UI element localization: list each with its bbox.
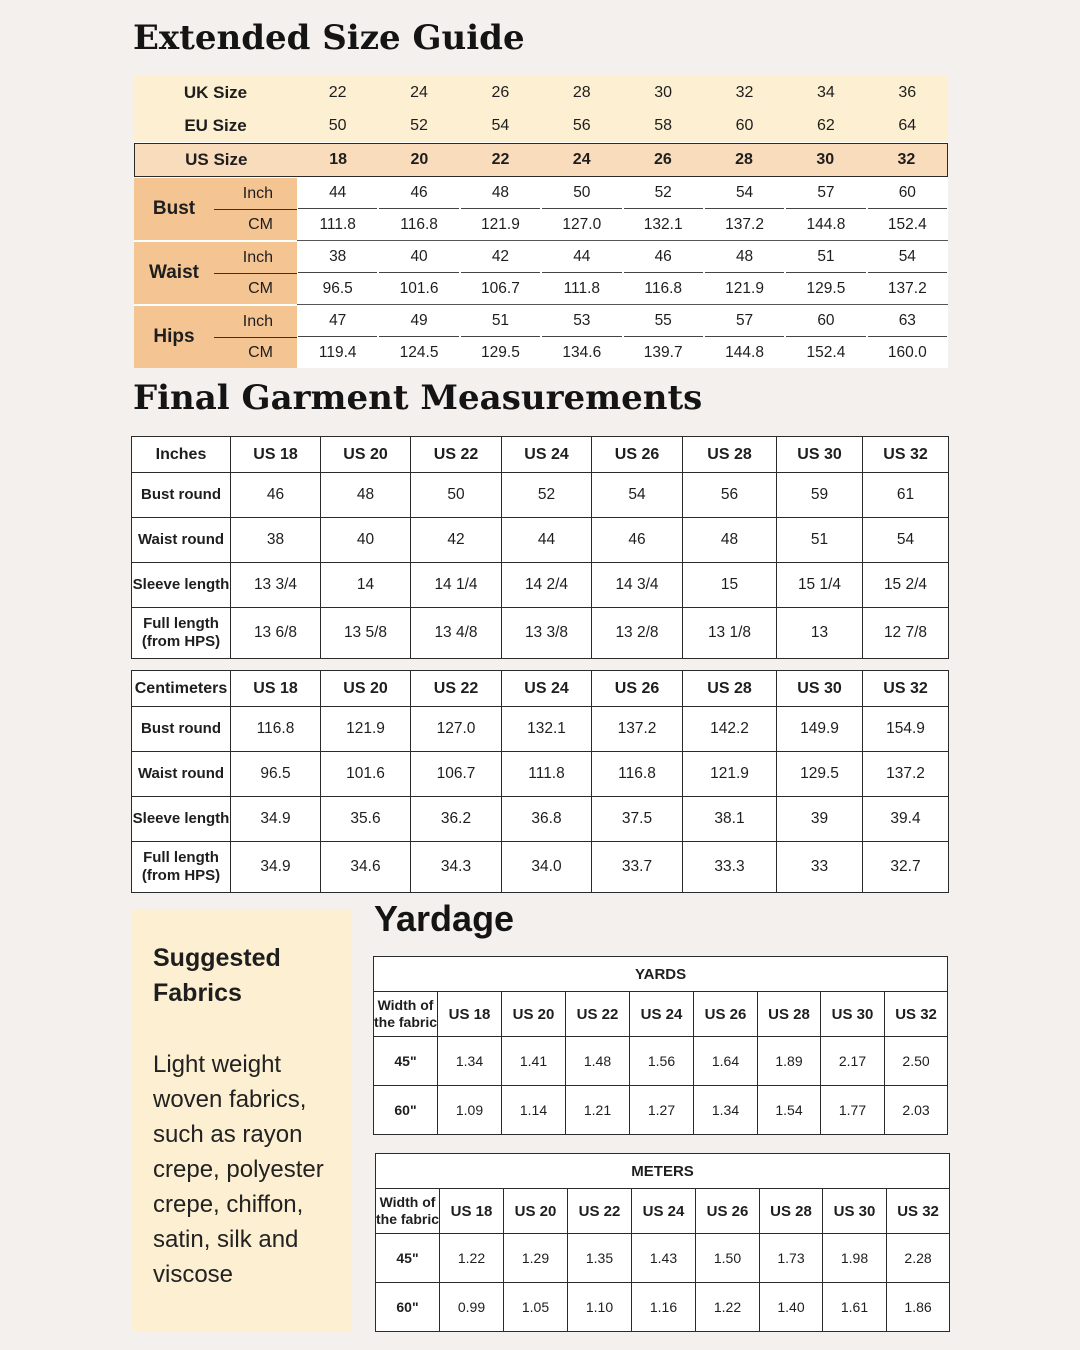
column-header: US 24 [630, 992, 694, 1037]
us-size-values [298, 151, 947, 169]
waist-inch-cell: 46 [624, 242, 703, 273]
row-label: Sleeve length [132, 797, 231, 842]
row-label-line: Full length [143, 615, 219, 632]
bust-cm-cell: 132.1 [643, 215, 683, 233]
block-separator [297, 240, 948, 241]
table-cell: 1.29 [504, 1234, 568, 1283]
garment-inches-table [131, 436, 949, 659]
garment-title: Final Garment Measurements [133, 378, 703, 418]
table-cell: 1.21 [566, 1086, 630, 1135]
table-cell: 1.73 [760, 1234, 823, 1283]
table-cell: 33 [777, 842, 863, 893]
column-header: US 20 [502, 992, 566, 1037]
table-cell: 1.10 [568, 1283, 632, 1332]
table-row [374, 1086, 948, 1135]
table-cell: 137.2 [863, 752, 949, 797]
row-label: Sleeve length [132, 563, 231, 608]
table-cell: 1.22 [440, 1234, 504, 1283]
table-cell: 13 [777, 608, 863, 659]
table-cell: 121.9 [683, 752, 777, 797]
column-header: US 26 [592, 437, 683, 473]
meters-caption: METERS [376, 1154, 950, 1189]
waist-cm-cell: 129.5 [806, 279, 846, 297]
bust-label: Bust [134, 178, 214, 240]
column-header: US 18 [231, 437, 321, 473]
uk-size-row [134, 76, 948, 109]
column-header: US 26 [694, 992, 758, 1037]
table-cell: 13 5/8 [321, 608, 411, 659]
corner-label: Centimeters [132, 671, 231, 707]
waist-cm-cell: 106.7 [481, 279, 520, 297]
table-row [376, 1283, 950, 1332]
row-label: 60" [376, 1283, 440, 1332]
table-cell: 142.2 [683, 707, 777, 752]
table-cell: 46 [231, 473, 321, 518]
table-cell: 1.43 [632, 1234, 696, 1283]
table-row [132, 518, 949, 563]
hips-cm-cell: 124.5 [399, 343, 439, 361]
column-header: US 18 [231, 671, 321, 707]
table-cell: 1.50 [696, 1234, 760, 1283]
hips-inch-cell: 49 [379, 306, 458, 337]
table-cell: 116.8 [592, 752, 683, 797]
column-header: US 18 [438, 992, 502, 1037]
hips-cm-cell: 119.4 [318, 343, 357, 361]
size-guide-title: Extended Size Guide [133, 18, 525, 58]
table-cell: 96.5 [231, 752, 321, 797]
row-label: 45" [374, 1037, 438, 1086]
table-cell: 33.7 [592, 842, 683, 893]
bust-inch-cell: 57 [786, 178, 865, 209]
table-cell: 34.9 [231, 797, 321, 842]
row-label [132, 608, 231, 659]
waist-cm-cell: 96.5 [322, 279, 353, 297]
column-header: US 30 [777, 437, 863, 473]
bust-units [214, 178, 297, 240]
inch-unit-label: Inch [242, 184, 273, 202]
table-cell: 116.8 [231, 707, 321, 752]
row-label [132, 842, 231, 893]
table-cell: 13 6/8 [231, 608, 321, 659]
eu-size-cell: 64 [898, 116, 917, 134]
column-header: US 24 [502, 671, 592, 707]
table-cell: 101.6 [321, 752, 411, 797]
table-cell: 1.98 [823, 1234, 887, 1283]
table-cell: 15 1/4 [777, 563, 863, 608]
table-row [376, 1234, 950, 1283]
table-cell: 50 [411, 473, 502, 518]
table-cell: 34.3 [411, 842, 502, 893]
waist-inch-cell: 40 [379, 242, 458, 273]
inch-unit-label: Inch [242, 312, 273, 330]
uk-size-cell: 24 [410, 83, 428, 101]
waist-inch-cell: 51 [786, 242, 865, 273]
eu-size-cell: 56 [572, 116, 591, 134]
table-row [132, 473, 949, 518]
bust-cm-cell: 127.0 [562, 215, 602, 233]
us-size-cell: 18 [329, 151, 348, 168]
extended-size-guide-table [134, 76, 948, 368]
hips-inch-cell: 47 [298, 306, 377, 337]
uk-size-cell: 34 [817, 83, 835, 101]
column-header: US 18 [440, 1189, 504, 1234]
us-size-cell: 30 [816, 151, 835, 168]
yards-table [373, 956, 948, 1135]
table-cell: 46 [592, 518, 683, 563]
uk-size-cell: 26 [491, 83, 510, 101]
table-cell: 13 3/4 [231, 563, 321, 608]
fabrics-title: Suggested Fabrics [153, 944, 281, 1007]
table-cell: 1.16 [632, 1283, 696, 1332]
table-cell: 34.0 [502, 842, 592, 893]
hips-cm-cell: 129.5 [481, 343, 520, 361]
row-label: Waist round [132, 518, 231, 563]
table-cell: 12 7/8 [863, 608, 949, 659]
eu-size-label: EU Size [184, 115, 247, 135]
eu-size-cell: 54 [491, 116, 510, 134]
eu-size-values [297, 117, 948, 135]
bust-inch-cell: 48 [461, 178, 540, 209]
table-cell: 1.77 [821, 1086, 885, 1135]
bust-cm-cell: 121.9 [481, 215, 520, 233]
uk-size-cell: 28 [572, 83, 591, 101]
table-cell: 2.03 [885, 1086, 948, 1135]
column-header: US 20 [504, 1189, 568, 1234]
eu-size-cell: 52 [410, 116, 428, 134]
bust-inch-values [297, 178, 948, 209]
corner-label: Inches [132, 437, 231, 473]
bust-inch-cell: 50 [542, 178, 621, 209]
us-size-label: US Size [185, 150, 248, 169]
hips-cm-cell: 160.0 [887, 343, 927, 361]
table-row [132, 842, 949, 893]
suggested-fabrics-panel [131, 909, 352, 1331]
bust-cm-cell: 111.8 [319, 215, 356, 233]
table-cell: 40 [321, 518, 411, 563]
us-size-cell: 26 [653, 151, 672, 168]
table-cell: 1.54 [758, 1086, 821, 1135]
column-header: US 28 [683, 671, 777, 707]
bust-inch-cell: 52 [624, 178, 703, 209]
column-header: US 32 [863, 437, 949, 473]
table-cell: 13 2/8 [592, 608, 683, 659]
row-label-line: (from HPS) [141, 633, 221, 650]
corner-label: Width of the fabric [376, 1189, 440, 1234]
yards-caption: YARDS [374, 957, 948, 992]
row-label-line: (from HPS) [141, 867, 221, 884]
table-row [132, 563, 949, 608]
bust-inch-cell: 60 [868, 178, 947, 209]
table-cell: 48 [683, 518, 777, 563]
table-cell: 52 [502, 473, 592, 518]
table-cell: 61 [863, 473, 949, 518]
table-header-row [132, 671, 949, 707]
us-size-cell: 24 [572, 151, 591, 168]
bust-inch-cell: 54 [705, 178, 784, 209]
bust-inch-cell: 46 [379, 178, 458, 209]
table-cell: 14 2/4 [502, 563, 592, 608]
hips-cm-cell: 134.6 [562, 343, 602, 361]
corner-label: Width of the fabric [374, 992, 438, 1037]
table-cell: 1.34 [438, 1037, 502, 1086]
table-cell: 1.27 [630, 1086, 694, 1135]
table-cell: 127.0 [411, 707, 502, 752]
column-header: US 22 [566, 992, 630, 1037]
eu-size-cell: 50 [328, 116, 347, 134]
table-cell: 48 [321, 473, 411, 518]
table-cell: 51 [777, 518, 863, 563]
hips-inch-cell: 55 [624, 306, 703, 337]
table-cell: 54 [863, 518, 949, 563]
table-cell: 1.41 [502, 1037, 566, 1086]
waist-cm-values [297, 273, 948, 304]
hips-cm-values [297, 337, 948, 368]
bust-inch-cell: 44 [298, 178, 377, 209]
eu-size-cell: 58 [654, 116, 673, 134]
table-cell: 1.09 [438, 1086, 502, 1135]
table-cell: 1.89 [758, 1037, 821, 1086]
us-size-cell: 28 [735, 151, 753, 168]
hips-inch-values [297, 306, 948, 337]
row-label: Waist round [132, 752, 231, 797]
waist-inch-cell: 44 [542, 242, 621, 273]
table-cell: 2.28 [887, 1234, 950, 1283]
table-cell: 34.9 [231, 842, 321, 893]
table-cell: 39 [777, 797, 863, 842]
table-cell: 32.7 [863, 842, 949, 893]
table-cell: 1.35 [568, 1234, 632, 1283]
table-cell: 34.6 [321, 842, 411, 893]
waist-cm-cell: 137.2 [887, 279, 927, 297]
hips-inch-cell: 57 [705, 306, 784, 337]
yardage-title: Yardage [374, 898, 515, 939]
table-cell: 111.8 [502, 752, 592, 797]
table-cell: 121.9 [321, 707, 411, 752]
cm-unit-label: CM [248, 215, 273, 233]
table-cell: 14 [321, 563, 411, 608]
table-cell: 13 3/8 [502, 608, 592, 659]
row-label: Bust round [132, 473, 231, 518]
waist-inch-cell: 42 [461, 242, 540, 273]
us-size-row [134, 143, 948, 177]
column-header: US 24 [502, 437, 592, 473]
table-caption-row [376, 1154, 950, 1189]
table-cell: 132.1 [502, 707, 592, 752]
cm-unit-label: CM [248, 279, 273, 297]
hips-inch-cell: 60 [786, 306, 865, 337]
waist-cm-cell: 111.8 [563, 279, 601, 297]
table-row [374, 1037, 948, 1086]
column-header: US 26 [696, 1189, 760, 1234]
uk-size-cell: 36 [898, 83, 917, 101]
table-cell: 154.9 [863, 707, 949, 752]
table-cell: 1.05 [504, 1283, 568, 1332]
hips-units [214, 306, 297, 368]
bust-cm-cell: 152.4 [887, 215, 927, 233]
table-cell: 2.50 [885, 1037, 948, 1086]
table-cell: 35.6 [321, 797, 411, 842]
column-header: US 30 [777, 671, 863, 707]
table-cell: 1.40 [760, 1283, 823, 1332]
table-cell: 37.5 [592, 797, 683, 842]
column-header: US 22 [568, 1189, 632, 1234]
cm-unit-label: CM [248, 343, 273, 361]
table-cell: 38 [231, 518, 321, 563]
table-cell: 54 [592, 473, 683, 518]
table-cell: 1.56 [630, 1037, 694, 1086]
hips-cm-cell: 152.4 [806, 343, 846, 361]
inch-unit-label: Inch [242, 248, 273, 266]
hips-inch-cell: 53 [542, 306, 621, 337]
table-cell: 2.17 [821, 1037, 885, 1086]
waist-cm-cell: 101.6 [399, 279, 439, 297]
uk-size-label: UK Size [183, 82, 248, 102]
hips-inch-cell: 63 [868, 306, 947, 337]
waist-cm-cell: 121.9 [725, 279, 764, 297]
table-caption-row [374, 957, 948, 992]
meters-table [375, 1153, 950, 1332]
block-separator [297, 304, 948, 305]
uk-size-cell: 30 [654, 83, 673, 101]
column-header: US 20 [321, 437, 411, 473]
eu-size-cell: 60 [735, 116, 754, 134]
row-label: Bust round [132, 707, 231, 752]
row-label-line: Full length [143, 849, 219, 866]
column-header: US 28 [760, 1189, 823, 1234]
table-cell: 149.9 [777, 707, 863, 752]
table-cell: 13 4/8 [411, 608, 502, 659]
column-header: US 28 [758, 992, 821, 1037]
us-size-cell: 22 [491, 151, 510, 168]
bust-cm-cell: 144.8 [806, 215, 846, 233]
table-row [132, 707, 949, 752]
column-header: US 20 [321, 671, 411, 707]
table-cell: 15 2/4 [863, 563, 949, 608]
bust-measure-block [134, 178, 948, 240]
table-cell: 36.2 [411, 797, 502, 842]
table-cell: 1.86 [887, 1283, 950, 1332]
us-size-cell: 20 [410, 151, 429, 168]
eu-size-cell: 62 [817, 116, 835, 134]
table-cell: 38.1 [683, 797, 777, 842]
waist-measure-block [134, 242, 948, 304]
table-cell: 42 [411, 518, 502, 563]
hips-cm-cell: 144.8 [725, 343, 764, 361]
hips-measure-block [134, 306, 948, 368]
bust-cm-values [297, 209, 948, 240]
uk-size-values [297, 84, 948, 102]
eu-size-row [134, 109, 948, 142]
column-header: US 22 [411, 437, 502, 473]
table-cell: 44 [502, 518, 592, 563]
table-header-row [132, 437, 949, 473]
table-cell: 1.64 [694, 1037, 758, 1086]
table-cell: 1.48 [566, 1037, 630, 1086]
waist-values [297, 242, 948, 304]
table-row [132, 797, 949, 842]
column-header: US 22 [411, 671, 502, 707]
table-cell: 56 [683, 473, 777, 518]
table-cell: 106.7 [411, 752, 502, 797]
hips-cm-cell: 139.7 [643, 343, 683, 361]
row-label: 60" [374, 1086, 438, 1135]
table-cell: 14 3/4 [592, 563, 683, 608]
table-cell: 1.34 [694, 1086, 758, 1135]
table-cell: 1.22 [696, 1283, 760, 1332]
hips-values [297, 306, 948, 368]
uk-size-cell: 22 [328, 83, 347, 101]
table-cell: 1.14 [502, 1086, 566, 1135]
table-cell: 39.4 [863, 797, 949, 842]
table-header-row [376, 1189, 950, 1234]
hips-inch-cell: 51 [461, 306, 540, 337]
waist-inch-cell: 38 [298, 242, 377, 273]
table-cell: 13 1/8 [683, 608, 777, 659]
table-cell: 0.99 [440, 1283, 504, 1332]
table-row [132, 752, 949, 797]
table-row [132, 608, 949, 659]
column-header: US 26 [592, 671, 683, 707]
fabrics-description: Light weight woven fabrics, such as rayon crepe, polyester crepe, chiffon, satin, silk and viscose [153, 1051, 324, 1288]
waist-units [214, 242, 297, 304]
uk-size-cell: 32 [735, 83, 754, 101]
waist-inch-cell: 48 [705, 242, 784, 273]
bust-cm-cell: 116.8 [400, 215, 438, 233]
table-cell: 36.8 [502, 797, 592, 842]
column-header: US 32 [863, 671, 949, 707]
waist-cm-cell: 116.8 [644, 279, 682, 297]
column-header: US 30 [821, 992, 885, 1037]
us-size-cell: 32 [897, 151, 916, 168]
waist-label: Waist [134, 242, 214, 304]
table-cell: 33.3 [683, 842, 777, 893]
bust-cm-cell: 137.2 [725, 215, 764, 233]
table-cell: 14 1/4 [411, 563, 502, 608]
waist-inch-values [297, 242, 948, 273]
column-header: US 32 [887, 1189, 950, 1234]
hips-label: Hips [134, 306, 214, 368]
column-header: US 28 [683, 437, 777, 473]
table-cell: 15 [683, 563, 777, 608]
column-header: US 32 [885, 992, 948, 1037]
table-header-row [374, 992, 948, 1037]
table-cell: 59 [777, 473, 863, 518]
table-cell: 129.5 [777, 752, 863, 797]
waist-inch-cell: 54 [868, 242, 947, 273]
garment-cm-table [131, 670, 949, 893]
table-cell: 137.2 [592, 707, 683, 752]
column-header: US 24 [632, 1189, 696, 1234]
column-header: US 30 [823, 1189, 887, 1234]
row-label: 45" [376, 1234, 440, 1283]
table-cell: 1.61 [823, 1283, 887, 1332]
bust-values [297, 178, 948, 240]
